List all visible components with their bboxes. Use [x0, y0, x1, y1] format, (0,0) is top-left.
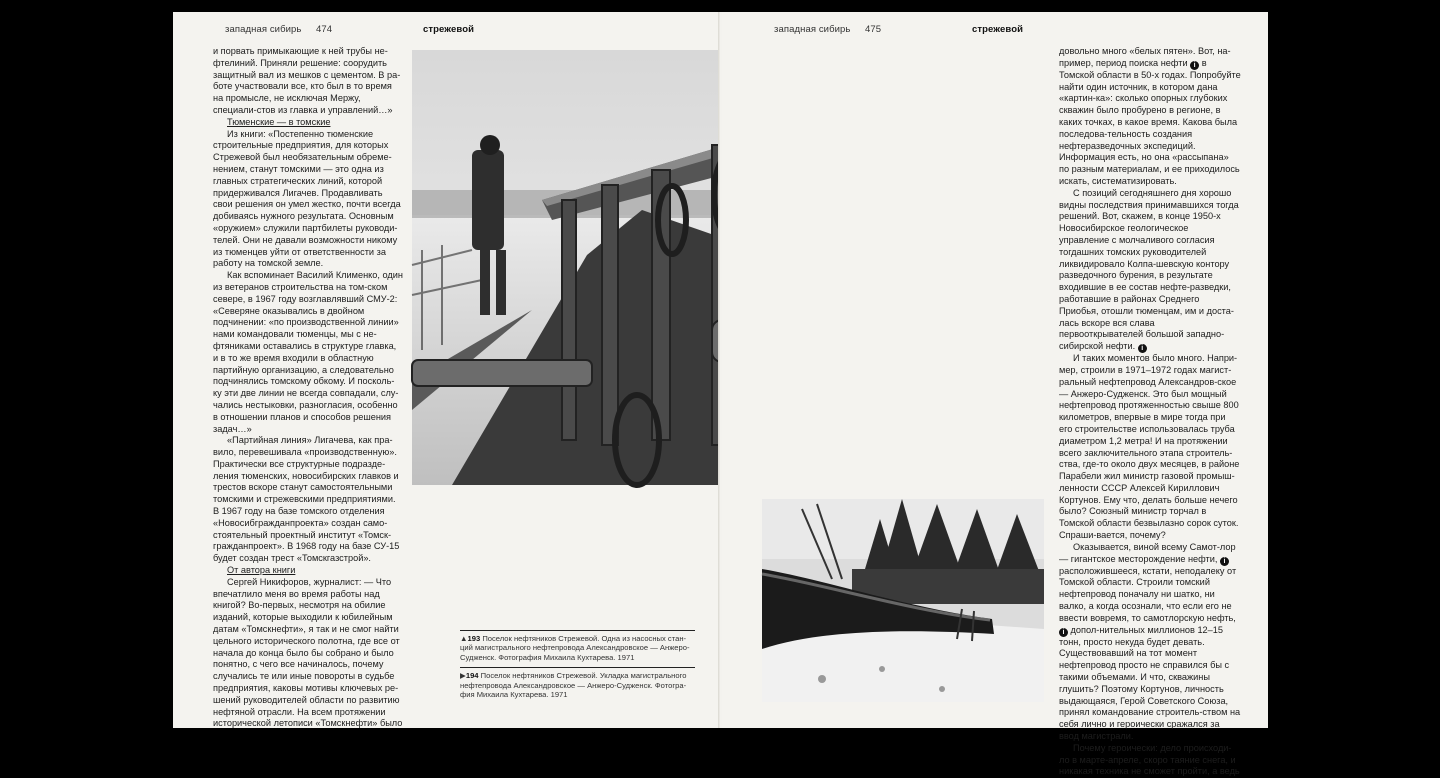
text-run: И таких моментов было много. Напри-мер, строили в 1971–1972 годах магист-ральный нефтепровод Александров-ское — Анжеро-Судженск. Это был мощный нефтепровод протяженностью свыше 800 километров, впервые в мире тогда при его строительстве использовалась труба диаметром 1,2 метра! И на протяжении всего заключительного этапа строитель-ства, где-то около двух месяцев, в районе Парабели жил министр газовой промыш-ленности СССР Алексей Кириллович Кортунов. Ему что, делать больше нечего было? Союзный министр торчал в Томской области безвылазно сорок суток. Спраши-вается, почему? — [1059, 353, 1240, 541]
subheading: От автора книги — [227, 565, 296, 576]
running-head-region: западная сибирь — [225, 24, 302, 35]
left-page — [173, 12, 720, 728]
oil-drop-icon: i — [1190, 61, 1199, 70]
text-run: Оказывается, виной всему Самот-лор — гигантское месторождение нефти, — [1059, 541, 1236, 564]
paragraph: Из книги: «Постепенно тюменские строительные предприятия, для которых Стрежевой был необязательным обреме-нением, станут томскими — это одна из главных стратегических линий, которой придерживался Лигачев. Продавливать свои решения он умел жестко, почти всегда добиваясь нужного результата. Основным «оружием» служили партбилеты руководи-телей. Они не давали возможности никому из тюменцев уйти от ответственности за работу на томской земле. — [213, 128, 401, 269]
paragraph — [1059, 542, 1241, 743]
right-text-column — [1059, 46, 1241, 778]
text-run: С позиций сегодняшнего дня хорошо видны последствия принимавшихся тогда решений. Вот, скажем, в конце 1950-х Новосибирское геологическое управление с молчаливого согласия тогдашних томских руководителей ликвидировало Колпа-шевскую контору разведочного бурения, в результате входившие в ее состав нефте-разведки, работавшие в районах Среднего Приобья, отошли тюменцам, им и доста-лась вскоре вся слава первооткрывателей большой западно-сибирской нефти. — [1059, 187, 1239, 352]
photo-pipeline-laying — [762, 499, 1044, 702]
page-number-right: 475 — [865, 24, 882, 35]
left-text-column — [213, 46, 403, 730]
paragraph — [1059, 46, 1241, 188]
running-head-section-right: стрежевой — [972, 24, 1024, 35]
photo-captions — [460, 630, 695, 704]
text-run: допол-нительных миллионов 12–15 тонн, просто некуда будет девать. Существовавший на тот момент нефтепровод просто не справился бы с такими объемами. И что, скважины глушить? Поэтому Кортунов, личность выдающаяся, Герой Советского Союза, принял командование строитель-ством на себя лично и героически сражался за ввод магистрали. — [1059, 624, 1241, 742]
paragraph — [1059, 743, 1241, 778]
text-run: расположившееся, кстати, неподалеку от Томской области. Строили томский нефтепровод поначалу ни шатко, ни валко, а когда осознали, что если его не ввести вовремя, то самотлорскую нефть, — [1059, 565, 1237, 623]
right-page — [722, 12, 1268, 777]
running-head-section: стрежевой — [423, 24, 475, 35]
oil-drop-icon: i — [1138, 344, 1147, 353]
text-run: довольно много «белых пятен». Вот, на-пример, период поиска нефти — [1059, 46, 1231, 68]
paragraph — [1059, 188, 1241, 353]
running-head-region-right: западная сибирь — [774, 24, 851, 35]
caption-194: ▶194 Поселок нефтяников Стрежевой. Укладка магистрального нефтепровода Александровское — Анжеро-Судженск. Фотогра-фия Михаила Кухтарева. 1971 — [460, 667, 695, 699]
oil-drop-icon: i — [1220, 557, 1229, 566]
page-number: 474 — [316, 24, 333, 35]
paragraph: Как вспоминает Василий Клименко, один из ветеранов строительства на том-ском севере, в 1967 году возглавлявший СМУ-2: «Северяне оказывались в двойном подчинении: «по производственной линии» нами командовали тюменцы, мы с не-фтяниками оставались в структуре главка, и в то же время входили в областную партийную организацию, а следовательно подчинялись томскому обкому. И посколь-ку эти две линии не всегда совпадали, слу-чались нестыковки, разногласия, особенно в отношении планов и способов решения задач…» — [213, 270, 403, 434]
caption-193: ▲193 Поселок нефтяников Стрежевой. Одна из насосных стан-ций магистрального нефтепровода Александровское — Анжеро-Судженск. Фотография Михаила Кухтарева. 1971 — [460, 630, 695, 662]
oil-drop-icon: i — [1059, 628, 1068, 637]
paragraph: и порвать примыкающие к ней трубы не-фтелиний. Приняли решение: соорудить защитный вал из мешков с цементом. В ра-боте участвовали все, кто был в то время на промысле, не исключая Мержу, специали-стов из главка и управлений…» — [213, 46, 401, 115]
text-run: в Томской области в 50-х годах. Попробуйте найти один источник, в котором дана «картин-ка»: сколько опорных глубоких скважин было пробурено в регионе, в каких точках, в какое время. Какова была последова-тельность создания нефтеразведочных экспедиций. Информация есть, но она «рассыпана» по разным материалам, и ее приходилось искать, систематизировать. — [1059, 57, 1241, 186]
paragraph: Сергей Никифоров, журналист: — Что впечатлило меня во время работы над книгой? Во-первых, несмотря на обилие изданий, которые выходили к юбилейным датам «Томскнефти», я так и не смог найти цельного исторического полотна, где все от начала до конца было бы собрано и было понятно, с чего все начиналось, почему случались те или иные повороты в судьбе предприятия, каковы мотивы ключевых ре-шений руководителей области по развитию нефтяной отрасли. На всем протяжении исторической летописи «Томскнефти» было — [213, 576, 403, 729]
paragraph — [1059, 353, 1241, 542]
subheading: Тюменские — в томские — [227, 116, 331, 127]
paragraph: «Партийная линия» Лигачева, как пра-вило, перевешивала «производственную». Практически все структурные подразде-ления тюменских, новосибирских главков и трестов вскоре станут самостоятельными томскими и стрежевскими предприятиями. В 1967 году на базе томского отделения «Новосибгражданпроекта» создан само-стоятельный проектный институт «Томск-гражданпроект». В 1968 году на базе СУ-15 будет создан трест «Томскгазстрой». — [213, 435, 400, 564]
text-run: Почему героически: дело происходи-ло в марте-апреле, скоро таяние снега, и никакая техника не сможет пройти, а ведь — [1059, 742, 1240, 777]
